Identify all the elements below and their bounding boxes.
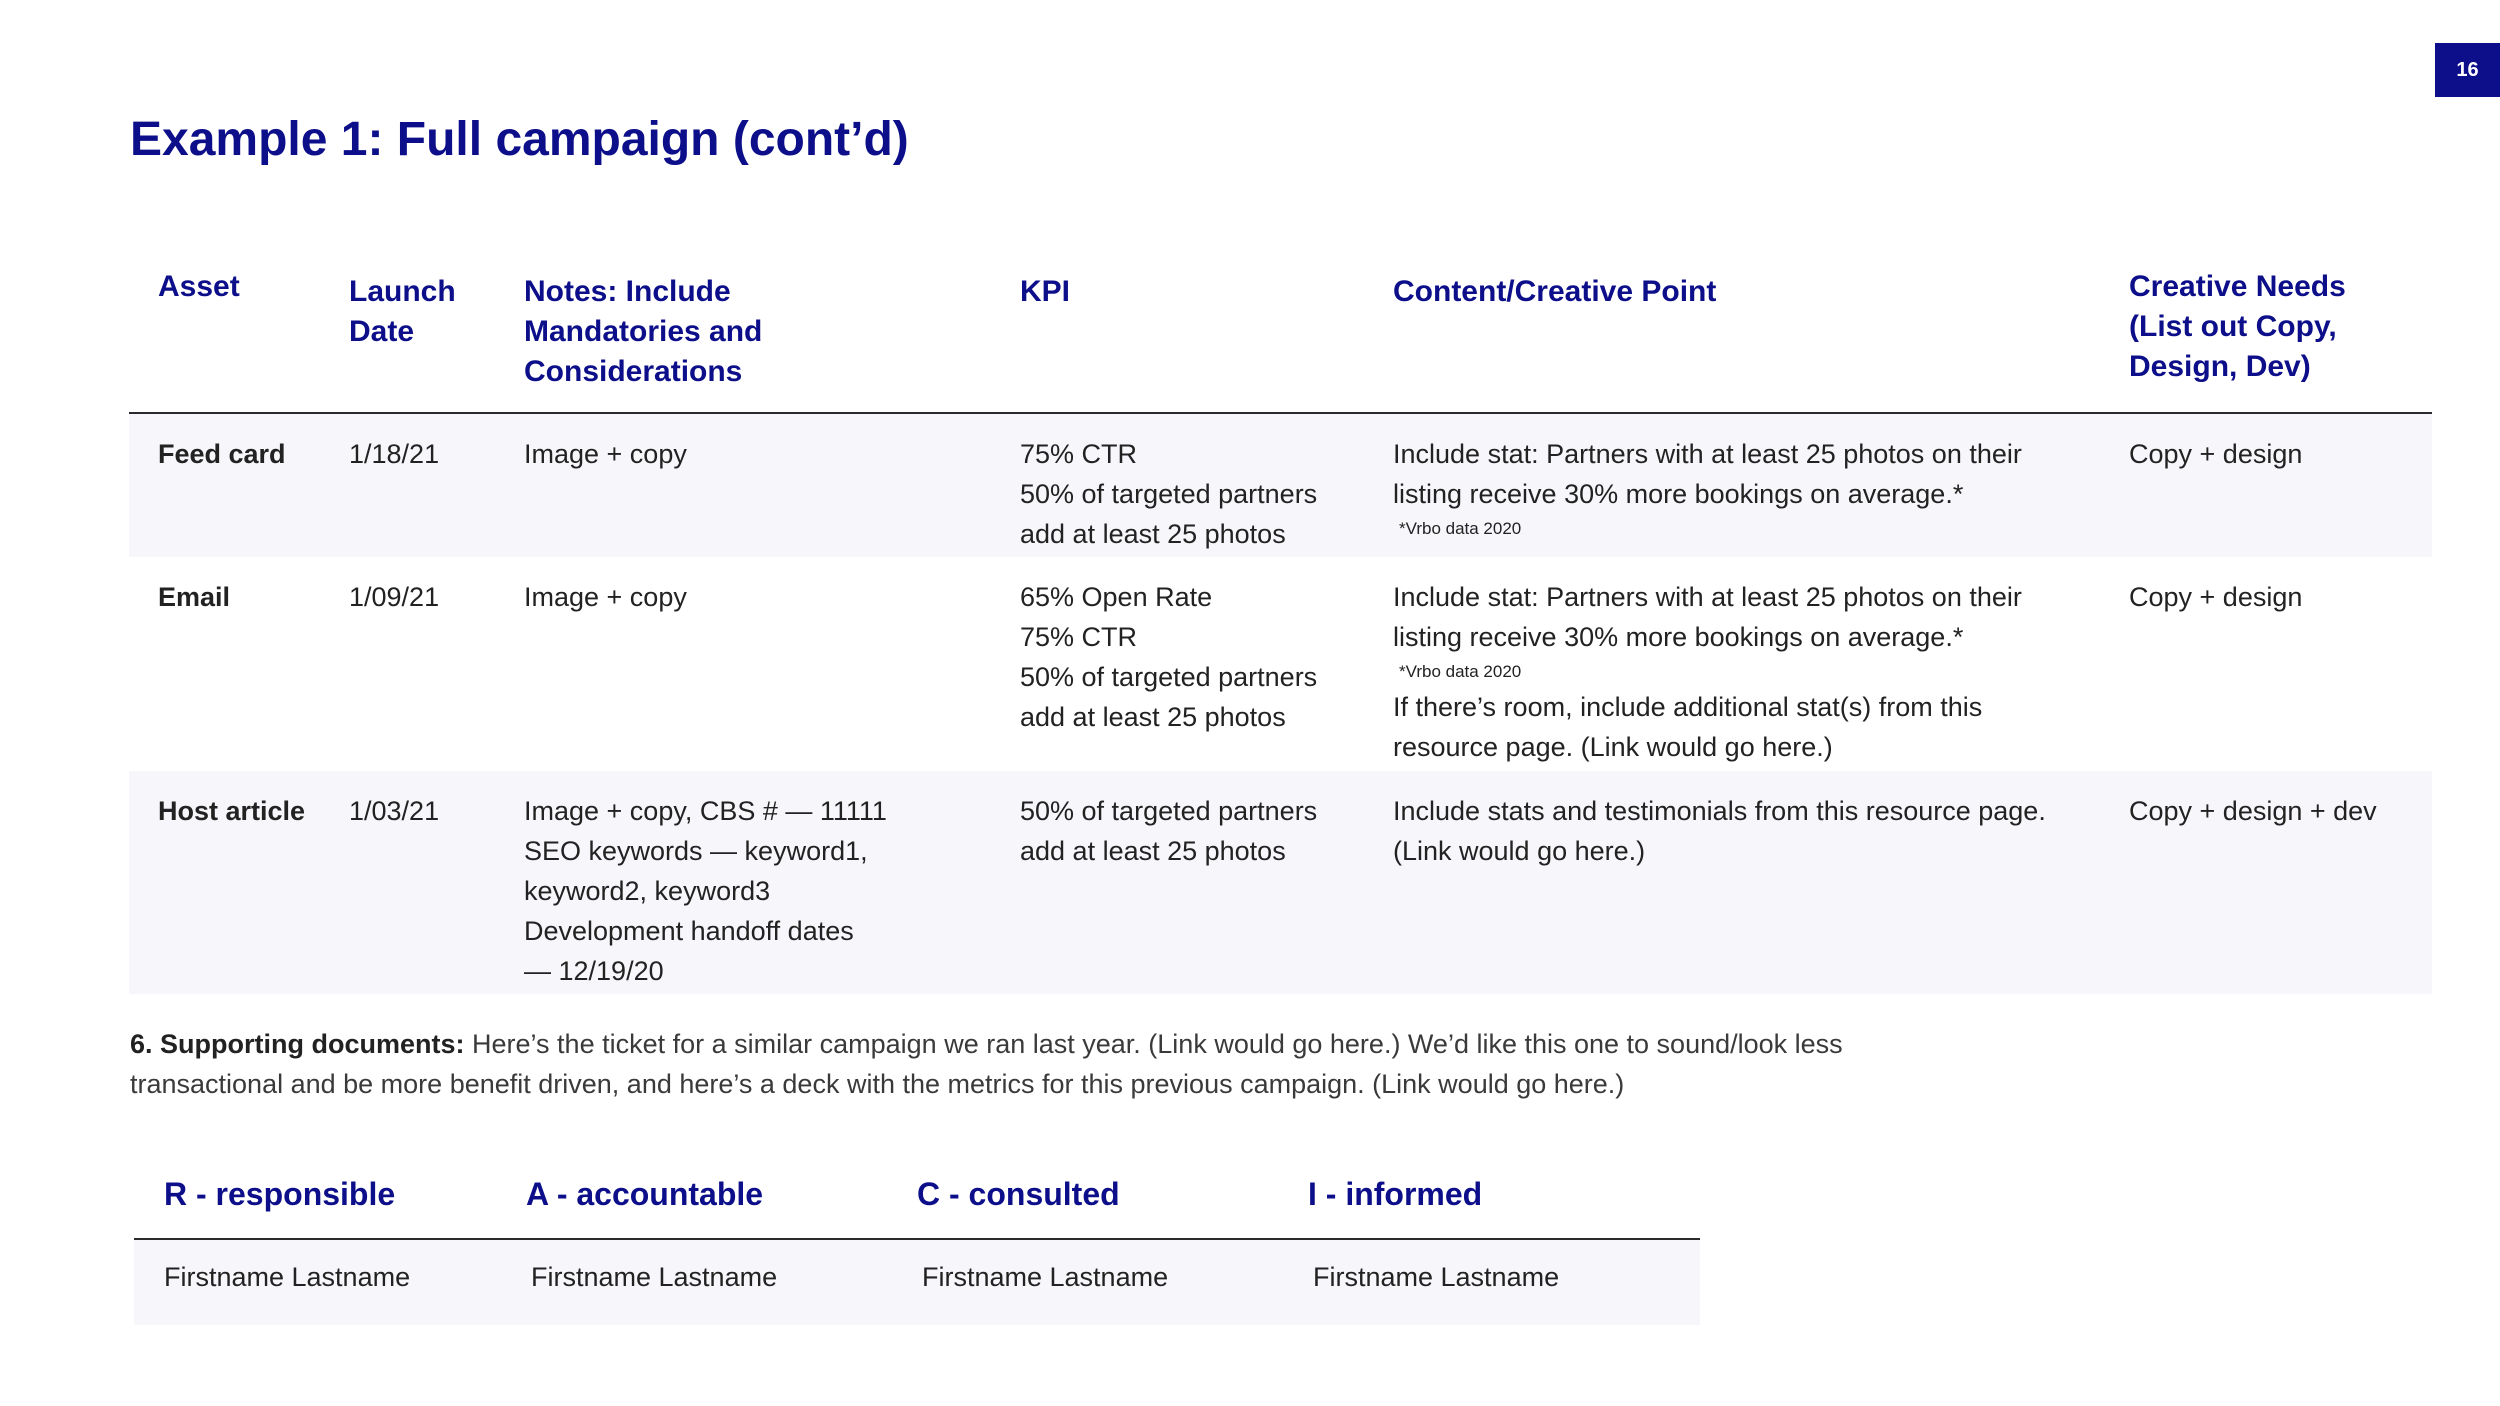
cell-launch-date: 1/09/21 [349,582,440,612]
raci-accountable-header: A - accountable [526,1176,764,1212]
raci-header-row [134,1168,1700,1240]
header-notes: Notes: Include Mandatories and Considerations [524,275,763,388]
raci-consulted-name: Firstname Lastname [922,1262,1169,1292]
cell-launch-date: 1/03/21 [349,796,440,826]
page-title: Example 1: Full campaign (cont’d) [130,113,909,166]
raci-informed-header: I - informed [1308,1176,1483,1212]
cell-notes: Image + copy [524,582,687,612]
cell-kpi: 50% of targeted partners add at least 25 photos [1020,796,1318,866]
header-launch-date: Launch Date [349,275,456,348]
cell-content: Include stat: Partners with at least 25 photos on their listing receive 30% more bookings on average.* *Vrbo data 2020 If there’s room, include additional stat(s) from this resource page. (Link would go here.) [1393,582,2022,762]
cell-asset: Host article [158,796,306,826]
supporting-documents [130,1024,2130,1104]
campaign-table [129,262,2432,994]
raci-informed-name: Firstname Lastname [1313,1262,1560,1292]
cell-asset: Feed card [158,439,286,469]
page-number: 16 [2435,43,2500,97]
header-creative-needs: Creative Needs (List out Copy, Design, Dev) [2129,270,2346,383]
cell-asset: Email [158,582,231,612]
table-header-row [129,262,2432,414]
source-footnote: *Vrbo data 2020 [1399,519,1522,538]
supporting-documents-label: 6. Supporting documents: [130,1029,465,1059]
raci-accountable-name: Firstname Lastname [531,1262,778,1292]
cell-creative-needs: Copy + design + dev [2129,796,2377,826]
raci-responsible-header: R - responsible [164,1176,396,1212]
cell-notes: Image + copy [524,439,687,469]
supporting-documents-text-1: Here’s the ticket for a similar campaign we ran last year. (Link would go here.) We’d like this one to sound/look less [472,1029,1843,1059]
header-kpi: KPI [1020,275,1071,308]
supporting-documents-text-2: transactional and be more benefit driven, and here’s a deck with the metrics for this previous campaign. (Link would go here.) [130,1069,1625,1099]
table-row [129,414,2432,557]
cell-kpi: 75% CTR 50% of targeted partners add at least 25 photos [1020,439,1318,549]
cell-creative-needs: Copy + design [2129,439,2303,469]
source-footnote: *Vrbo data 2020 [1399,662,1522,681]
header-asset: Asset [158,270,240,303]
cell-creative-needs: Copy + design [2129,582,2303,612]
cell-content: Include stat: Partners with at least 25 photos on their listing receive 30% more bookings on average.* *Vrbo data 2020 [1393,434,2022,544]
header-content: Content/Creative Point [1393,275,1717,308]
raci-table [134,1168,1700,1325]
cell-content: Include stats and testimonials from this resource page. (Link would go here.) [1393,796,2046,866]
table-row [129,557,2432,771]
raci-value-row [134,1240,1700,1325]
cell-launch-date: 1/18/21 [349,439,440,469]
table-row [129,771,2432,994]
cell-kpi: 65% Open Rate 75% CTR 50% of targeted partners add at least 25 photos [1020,582,1318,732]
raci-consulted-header: C - consulted [917,1176,1120,1212]
cell-notes: Image + copy, CBS # — 11111 SEO keywords — keyword1, keyword2, keyword3 Development handoff dates — 12/19/20 [524,796,887,986]
raci-responsible-name: Firstname Lastname [164,1262,411,1292]
